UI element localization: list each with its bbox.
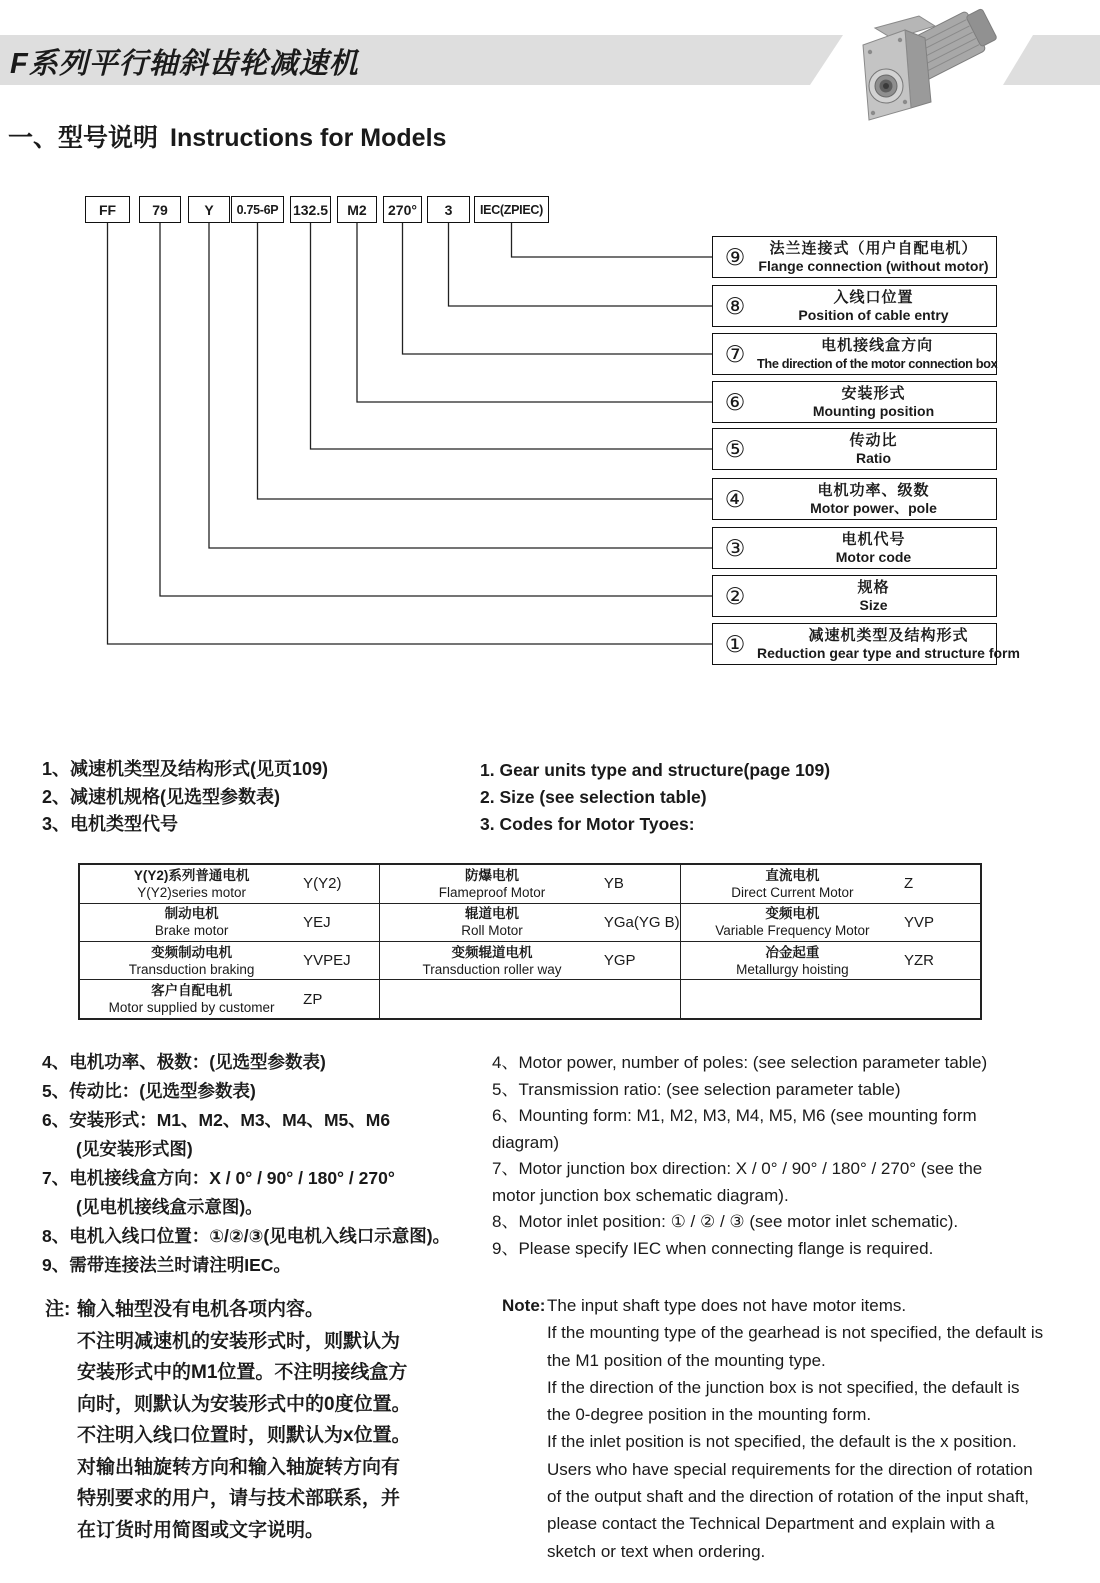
motor-type-cn: 变频制动电机 — [151, 944, 233, 960]
callout-mounting — [712, 381, 997, 423]
motor-type-cn: 辊道电机 — [464, 906, 519, 922]
motor-code: YEJ — [303, 913, 331, 931]
list-item: 3. Codes for Motor Tyoes: — [480, 814, 695, 834]
circled-6: ⑥ — [724, 388, 746, 415]
note-line: 向时，则默认为安装形式中的0度位置。 — [77, 1393, 411, 1415]
callout-en: Motor code — [835, 549, 912, 565]
motor-type-en: Y(Y2)series motor — [137, 884, 246, 900]
motor-type-cn: 制动电机 — [164, 906, 219, 922]
note-line: 特别要求的用户，请与技术部联系，并 — [77, 1488, 401, 1509]
list-4-9-english — [492, 1050, 987, 1262]
motor-code: YVPEJ — [303, 952, 351, 970]
callout-cn: 法兰连接式（用户自配电机） — [769, 240, 978, 257]
callout-cn: 减速机类型及结构形式 — [808, 627, 969, 644]
list-4-9-chinese — [42, 1048, 450, 1280]
motor-code: ZP — [303, 990, 323, 1008]
callout-gear-type — [712, 623, 1020, 665]
list-item: 1、减速机类型及结构形式(见页109) — [42, 759, 329, 779]
callout-size — [712, 575, 997, 617]
section-heading-en: Instructions for Models — [170, 124, 447, 152]
list-item: 8、Motor inlet position: ① / ② / ③ (see motor inlet schematic). — [492, 1212, 959, 1231]
list-1-3-chinese — [42, 756, 328, 839]
callout-cable-entry — [712, 285, 997, 327]
motor-type-en: Direct Current Motor — [731, 884, 854, 900]
note-line: of the output shaft and the direction of rotation of the input shaft, — [547, 1487, 1029, 1507]
model-code-box-inlet: 3 — [427, 196, 470, 223]
motor-type-cn: 变频辊道电机 — [451, 944, 533, 960]
circled-2: ② — [724, 582, 746, 609]
motor-type-en: Transduction roller way — [422, 961, 562, 977]
note-line: 输入轴型没有电机各项内容。 — [77, 1299, 325, 1320]
callout-en: Size — [859, 597, 888, 613]
note-line: please contact the Technical Department and explain with a — [547, 1514, 995, 1534]
callout-cn: 电机接线盒方向 — [821, 337, 934, 354]
motor-type-en: Flameproof Motor — [438, 884, 546, 900]
note-line: If the direction of the junction box is not specified, the default is — [547, 1377, 1020, 1397]
motor-code: YB — [603, 875, 624, 893]
motor-code: Y(Y2) — [303, 875, 342, 893]
callout-en: Ratio — [856, 450, 891, 466]
table-row — [79, 864, 981, 903]
model-code-box-motor: Y — [188, 196, 230, 223]
list-item: 3、电机类型代号 — [42, 814, 179, 834]
callout-en: Position of cable entry — [798, 307, 949, 323]
callout-cn: 入线口位置 — [833, 289, 914, 306]
model-code-box-power: 0.75-6P — [231, 196, 284, 223]
circled-5: ⑤ — [724, 435, 746, 462]
motor-code: YGa(YG B) — [603, 913, 680, 931]
list-item-continuation: (见安装形式图) — [76, 1139, 193, 1159]
motor-type-en: Transduction braking — [128, 961, 255, 977]
note-line: 不注明减速机的安装形式时，则默认为 — [77, 1330, 401, 1352]
note-line: If the inlet position is not specified, the default is the x position. — [547, 1432, 1017, 1452]
callout-cn: 规格 — [857, 579, 890, 596]
note-line: The input shaft type does not have motor items. — [547, 1296, 907, 1315]
circled-1: ① — [724, 630, 746, 657]
callout-en: Mounting position — [812, 403, 935, 419]
model-code-box-type: FF — [85, 196, 130, 223]
callout-motor-code — [712, 527, 997, 569]
list-item: 4、Motor power, number of poles: (see selection parameter table) — [492, 1053, 988, 1072]
list-item: 1. Gear units type and structure(page 109) — [480, 760, 831, 780]
note-line: sketch or text when ordering. — [547, 1541, 766, 1561]
callout-cn: 电机代号 — [841, 531, 906, 548]
model-code-box-ratio: 132.5 — [290, 196, 331, 223]
list-item: 8、电机入线口位置：①/②/③(见电机入线口示意图)。 — [42, 1226, 451, 1246]
callout-flange — [712, 236, 997, 278]
note-label: 注: — [45, 1299, 71, 1320]
motor-type-en: Roll Motor — [461, 923, 523, 939]
motor-code: YZR — [904, 952, 934, 970]
table-row — [79, 980, 981, 1019]
table-row — [79, 941, 981, 979]
list-item: 4、电机功率、极数：(见选型参数表) — [42, 1052, 326, 1072]
motor-type-en: Brake motor — [154, 923, 229, 939]
list-item: 5、Transmission ratio: (see selection parameter table) — [492, 1079, 901, 1099]
motor-type-cn: 冶金起重 — [765, 944, 820, 960]
list-item: 6、Mounting form: M1, M2, M3, M4, M5, M6 (see mounting form — [492, 1106, 977, 1125]
list-item: 2. Size (see selection table) — [480, 787, 707, 807]
motor-type-cn: 直流电机 — [765, 867, 820, 883]
note-chinese — [45, 1294, 411, 1541]
list-item: 9、需带连接法兰时请注明IEC。 — [42, 1255, 291, 1275]
callout-en: The direction of the motor connection box — [757, 356, 998, 371]
motor-type-en: Motor supplied by customer — [108, 1000, 275, 1016]
callout-power — [712, 478, 997, 520]
note-line: the M1 position of the mounting type. — [547, 1350, 826, 1370]
note-line: Users who have special requirements for the direction of rotation — [547, 1459, 1033, 1479]
note-line: 对输出轴旋转方向和输入轴旋转方向有 — [77, 1456, 401, 1478]
motor-type-en: Variable Frequency Motor — [715, 923, 870, 939]
model-code-box-flange: IEC(ZPIEC) — [474, 196, 549, 223]
table-row — [79, 903, 981, 941]
callout-en: Motor power、pole — [810, 500, 937, 516]
circled-9: ⑨ — [724, 243, 746, 270]
callout-cn: 电机功率、级数 — [817, 482, 930, 499]
callout-cn: 传动比 — [849, 432, 898, 449]
list-item-continuation: (见电机接线盒示意图)。 — [76, 1197, 263, 1217]
list-item-continuation: diagram) — [492, 1132, 560, 1152]
circled-7: ⑦ — [724, 340, 746, 367]
circled-4: ④ — [724, 485, 746, 512]
model-code-box-mounting: M2 — [337, 196, 377, 223]
motor-type-en: Metallurgy hoisting — [736, 961, 849, 977]
motor-type-cn: 变频电机 — [765, 906, 820, 922]
note-english — [502, 1292, 1044, 1561]
model-code-box-size: 79 — [139, 196, 181, 223]
note-line: 安装形式中的M1位置。不注明接线盒方 — [77, 1362, 408, 1383]
list-item-continuation: motor junction box schematic diagram). — [492, 1185, 789, 1205]
callout-connection-box — [712, 333, 997, 375]
motor-type-cn: 防爆电机 — [464, 867, 519, 883]
list-item: 9、Please specify IEC when connecting flange is required. — [492, 1238, 934, 1258]
note-line: the 0-degree position in the mounting form. — [547, 1405, 872, 1425]
callout-ratio — [712, 428, 997, 470]
list-item: 7、Motor junction box direction: X / 0° / 90° / 180° / 270° (see the — [492, 1159, 983, 1178]
model-code-box-direction: 270° — [383, 196, 422, 223]
note-line: If the mounting type of the gearhead is not specified, the default is — [547, 1323, 1044, 1343]
motor-code: YGP — [603, 952, 636, 970]
circled-8: ⑧ — [724, 292, 746, 319]
motor-code: Z — [904, 875, 914, 893]
callout-cn: 安装形式 — [841, 385, 906, 402]
list-item: 5、传动比：(见选型参数表) — [42, 1081, 256, 1101]
callout-en: Flange connection (without motor) — [758, 258, 989, 274]
page-title: F系列平行轴斜齿轮减速机 — [10, 48, 359, 80]
motor-type-cn: Y(Y2)系列普通电机 — [133, 867, 250, 883]
motor-code: YVP — [904, 913, 935, 931]
motor-code-table — [78, 863, 982, 1020]
circled-3: ③ — [724, 534, 746, 561]
list-1-3-english — [480, 757, 830, 838]
note-line: 不注明入线口位置时，则默认为x位置。 — [77, 1425, 411, 1446]
motor-type-cn: 客户自配电机 — [151, 983, 233, 999]
list-item: 6、安装形式：M1、M2、M3、M4、M5、M6 — [42, 1110, 391, 1130]
list-item: 2、减速机规格(见选型参数表) — [42, 786, 280, 807]
callout-en: Reduction gear type and structure form — [757, 645, 1020, 661]
note-label: Note: — [502, 1296, 546, 1315]
section-heading-cn: 一、型号说明 — [8, 124, 159, 152]
note-line: 在订货时用简图或文字说明。 — [77, 1519, 325, 1541]
list-item: 7、电机接线盒方向：X / 0° / 90° / 180° / 270° — [42, 1168, 395, 1188]
